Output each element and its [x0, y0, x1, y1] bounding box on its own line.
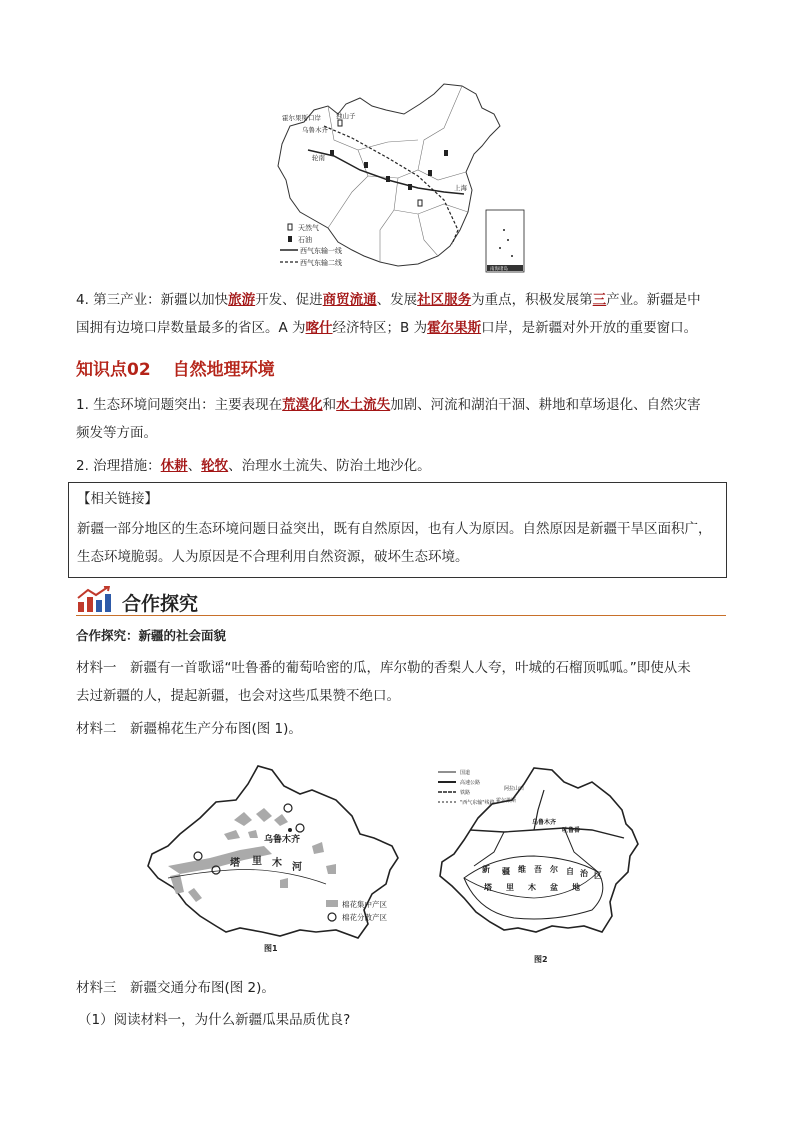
fig2-region-char-7: 治 — [580, 869, 588, 878]
fig2-region-char-5: 尔 — [550, 865, 558, 874]
keyword-third: 三 — [592, 292, 607, 308]
inset-label: 南海诸岛 — [490, 267, 508, 272]
fig1-legend-scatter: 棉花分散产区 — [342, 913, 387, 922]
label-lunnan: 轮南 — [312, 154, 325, 162]
fig1-cotton-map — [140, 760, 410, 956]
inset-box — [486, 210, 524, 272]
related-link-line-1: 新疆一部分地区的生态环境问题日益突出，既有自然原因，也有人为原因。自然原因是新疆干旱区面积广， — [77, 521, 712, 537]
material-3: 材料三 新疆交通分布图(图 2)。 — [76, 980, 275, 996]
fig2-region-char-4: 吾 — [534, 865, 542, 874]
related-link-box — [68, 482, 727, 578]
legend-oil: 石油 — [298, 236, 312, 244]
legend-line1: 西气东输一线 — [300, 247, 342, 255]
legend-gas: 天然气 — [298, 224, 319, 232]
fig2-region-char-3: 维 — [518, 865, 526, 874]
fig2-legend-pipeline: "西气东输"线路 — [460, 800, 495, 806]
fig2-label-alashankou: 阿拉山口 — [504, 786, 525, 792]
keyword-rotational-grazing: 轮牧 — [201, 458, 229, 474]
fig2-basin-char-2: 里 — [506, 883, 514, 892]
fig2-label-turpan: 吐鲁番 — [562, 827, 581, 834]
material-1: 材料一 新疆有一首歌谣“吐鲁番的葡萄哈密的瓜，库尔勒的香梨人人夸，叶城的石榴顶呱呱。”即使从未 去过新疆的人，提起新疆，也会对这些瓜果赞不绝口。 — [76, 660, 691, 704]
fig2-traffic-map — [434, 760, 644, 968]
china-pipeline-map — [268, 80, 530, 276]
keyword-trade: 商贸流通 — [322, 292, 377, 308]
keyword-tourism: 旅游 — [228, 292, 256, 308]
knowledge-point-heading — [76, 355, 297, 380]
tertiary-industry-paragraph: 4. 第三产业：新疆以加快旅游开发、促进商贸流通、发展社区服务为重点，积极发展第三产业。新疆是中 国拥有边境口岸数量最多的省区。A 为喀什经济特区；B 为霍尔果斯口岸，是新疆对外开放的重要窗口。 — [76, 292, 701, 336]
material-2: 材料二 新疆棉花生产分布图(图 1)。 — [76, 721, 302, 737]
fig2-label-horgos: 霍尔果斯 — [496, 798, 517, 804]
keyword-horgos: 霍尔果斯 — [427, 320, 482, 336]
fig2-region-char-6: 自 — [566, 867, 574, 876]
fig2-region-char-2: 疆 — [502, 867, 510, 876]
fig1-caption: 图1 — [264, 944, 278, 953]
fig1-river-char-3: 木 — [272, 858, 282, 869]
fig1-legend-dense: 棉花集中产区 — [342, 900, 387, 909]
fig2-region-char-8: 区 — [594, 871, 602, 880]
keyword-kashgar: 喀什 — [305, 320, 333, 336]
fig2-basin-char-5: 地 — [572, 883, 580, 892]
label-dushanzi: 独山子 — [336, 112, 356, 120]
fig1-river-char-2: 里 — [252, 856, 262, 867]
keyword-fallow: 休耕 — [160, 458, 188, 474]
label-shanghai: 上海 — [454, 184, 467, 192]
label-urumqi: 乌鲁木齐 — [302, 126, 328, 134]
keyword-desertification: 荒漠化 — [282, 397, 323, 413]
chart-growth-icon — [76, 586, 112, 618]
governance-paragraph: 2. 治理措施：休耕、轮牧、治理水土流失、防治土地沙化。 — [76, 458, 431, 474]
fig2-label-urumqi: 乌鲁木齐 — [532, 819, 557, 826]
keyword-community: 社区服务 — [417, 292, 472, 308]
fig1-river-char-4: 河 — [292, 862, 302, 873]
fig2-basin-char-1: 塔 — [484, 883, 492, 892]
keyword-soil-erosion: 水土流失 — [336, 397, 391, 413]
legend-line2: 西气东输二线 — [300, 259, 342, 267]
cooperation-title: 合作探究 — [122, 593, 199, 615]
fig2-caption: 图2 — [534, 955, 548, 964]
fig2-legend-highway: 高速公路 — [460, 780, 481, 786]
eco-problem-paragraph: 1. 生态环境问题突出：主要表现在荒漠化和水土流失加剧、河流和湖泊干涸、耕地和草场退化、自然灾害 频发等方面。 — [76, 397, 701, 441]
fig1-label-urumqi: 乌鲁木齐 — [264, 835, 301, 845]
knowledge-point-title: 自然地理环境 — [172, 360, 275, 380]
fig2-legend-railway: 铁路 — [460, 790, 471, 796]
related-link-title: 【相关链接】 — [77, 491, 158, 507]
label-horgos: 霍尔果斯口岸 — [282, 114, 321, 122]
question-1: （1）阅读材料一，为什么新疆瓜果品质优良? — [78, 1012, 351, 1028]
related-link-line-2: 生态环境脆弱。人为原因是不合理利用自然资源，破坏生态环境。 — [77, 549, 469, 565]
fig2-basin-char-3: 木 — [528, 883, 536, 892]
knowledge-point-number: 知识点02 — [76, 360, 151, 380]
cooperation-subtitle: 合作探究：新疆的社会面貌 — [76, 628, 227, 643]
fig2-basin-char-4: 盆 — [550, 883, 558, 892]
fig1-river-char-1: 塔 — [230, 858, 240, 869]
fig2-region-char-1: 新 — [482, 865, 490, 874]
fig2-legend-national-road: 国道 — [460, 770, 471, 776]
